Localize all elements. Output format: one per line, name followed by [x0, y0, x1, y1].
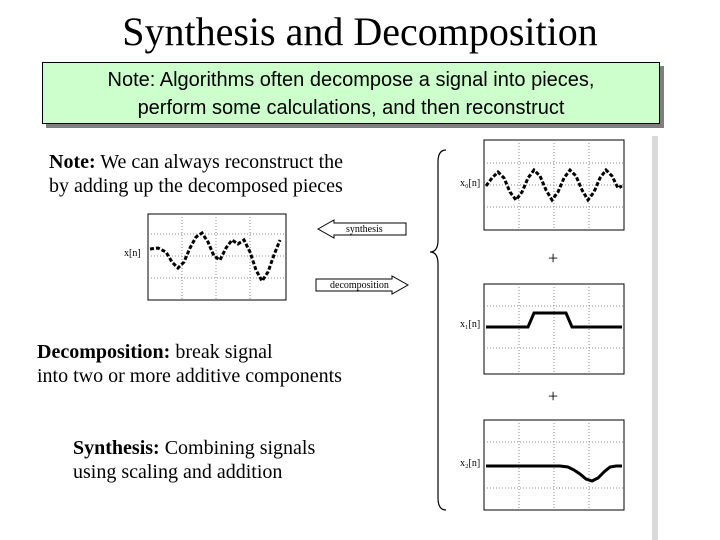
plus-1: +: [548, 248, 559, 268]
signal-x2-label: x₂[n]: [460, 458, 481, 469]
plot-x0: [460, 140, 624, 230]
signal-x1-label: x₁[n]: [460, 319, 481, 330]
plot-x: [124, 214, 286, 300]
slide-title: Synthesis and Decomposition: [122, 9, 598, 54]
note-box-line-2: perform some calculations, and then reconstruct: [137, 97, 565, 119]
decomposition-text: Decomposition: break signal into two or more additive components: [37, 341, 342, 387]
reconstruct-note-label: Note:: [49, 151, 96, 173]
decomposition-label: Decomposition:: [37, 341, 171, 363]
synthesis-arrow-label: synthesis: [346, 224, 383, 235]
plot-x2: [460, 420, 624, 510]
plot-x1: [460, 284, 624, 374]
signal-x0-label: x₀[n]: [460, 178, 481, 189]
synthesis-arrow: [318, 220, 406, 238]
signal-x-label: x[n]: [124, 248, 141, 259]
decomposition-arrow-label: decomposition: [330, 280, 389, 291]
decomposition-arrow: [316, 276, 408, 294]
reconstruct-note: Note: We can always reconstruct the by adding up the decomposed pieces: [49, 151, 344, 197]
synthesis-label: Synthesis:: [73, 437, 160, 459]
note-label: Note: [107, 69, 150, 91]
brace: [430, 150, 446, 510]
plus-2: +: [548, 386, 559, 406]
note-box-line-1: Note: Algorithms often decompose a signal into pieces,: [107, 69, 595, 91]
side-bar: [652, 136, 658, 540]
synthesis-text: Synthesis: Combining signals using scaling and addition: [73, 437, 316, 483]
